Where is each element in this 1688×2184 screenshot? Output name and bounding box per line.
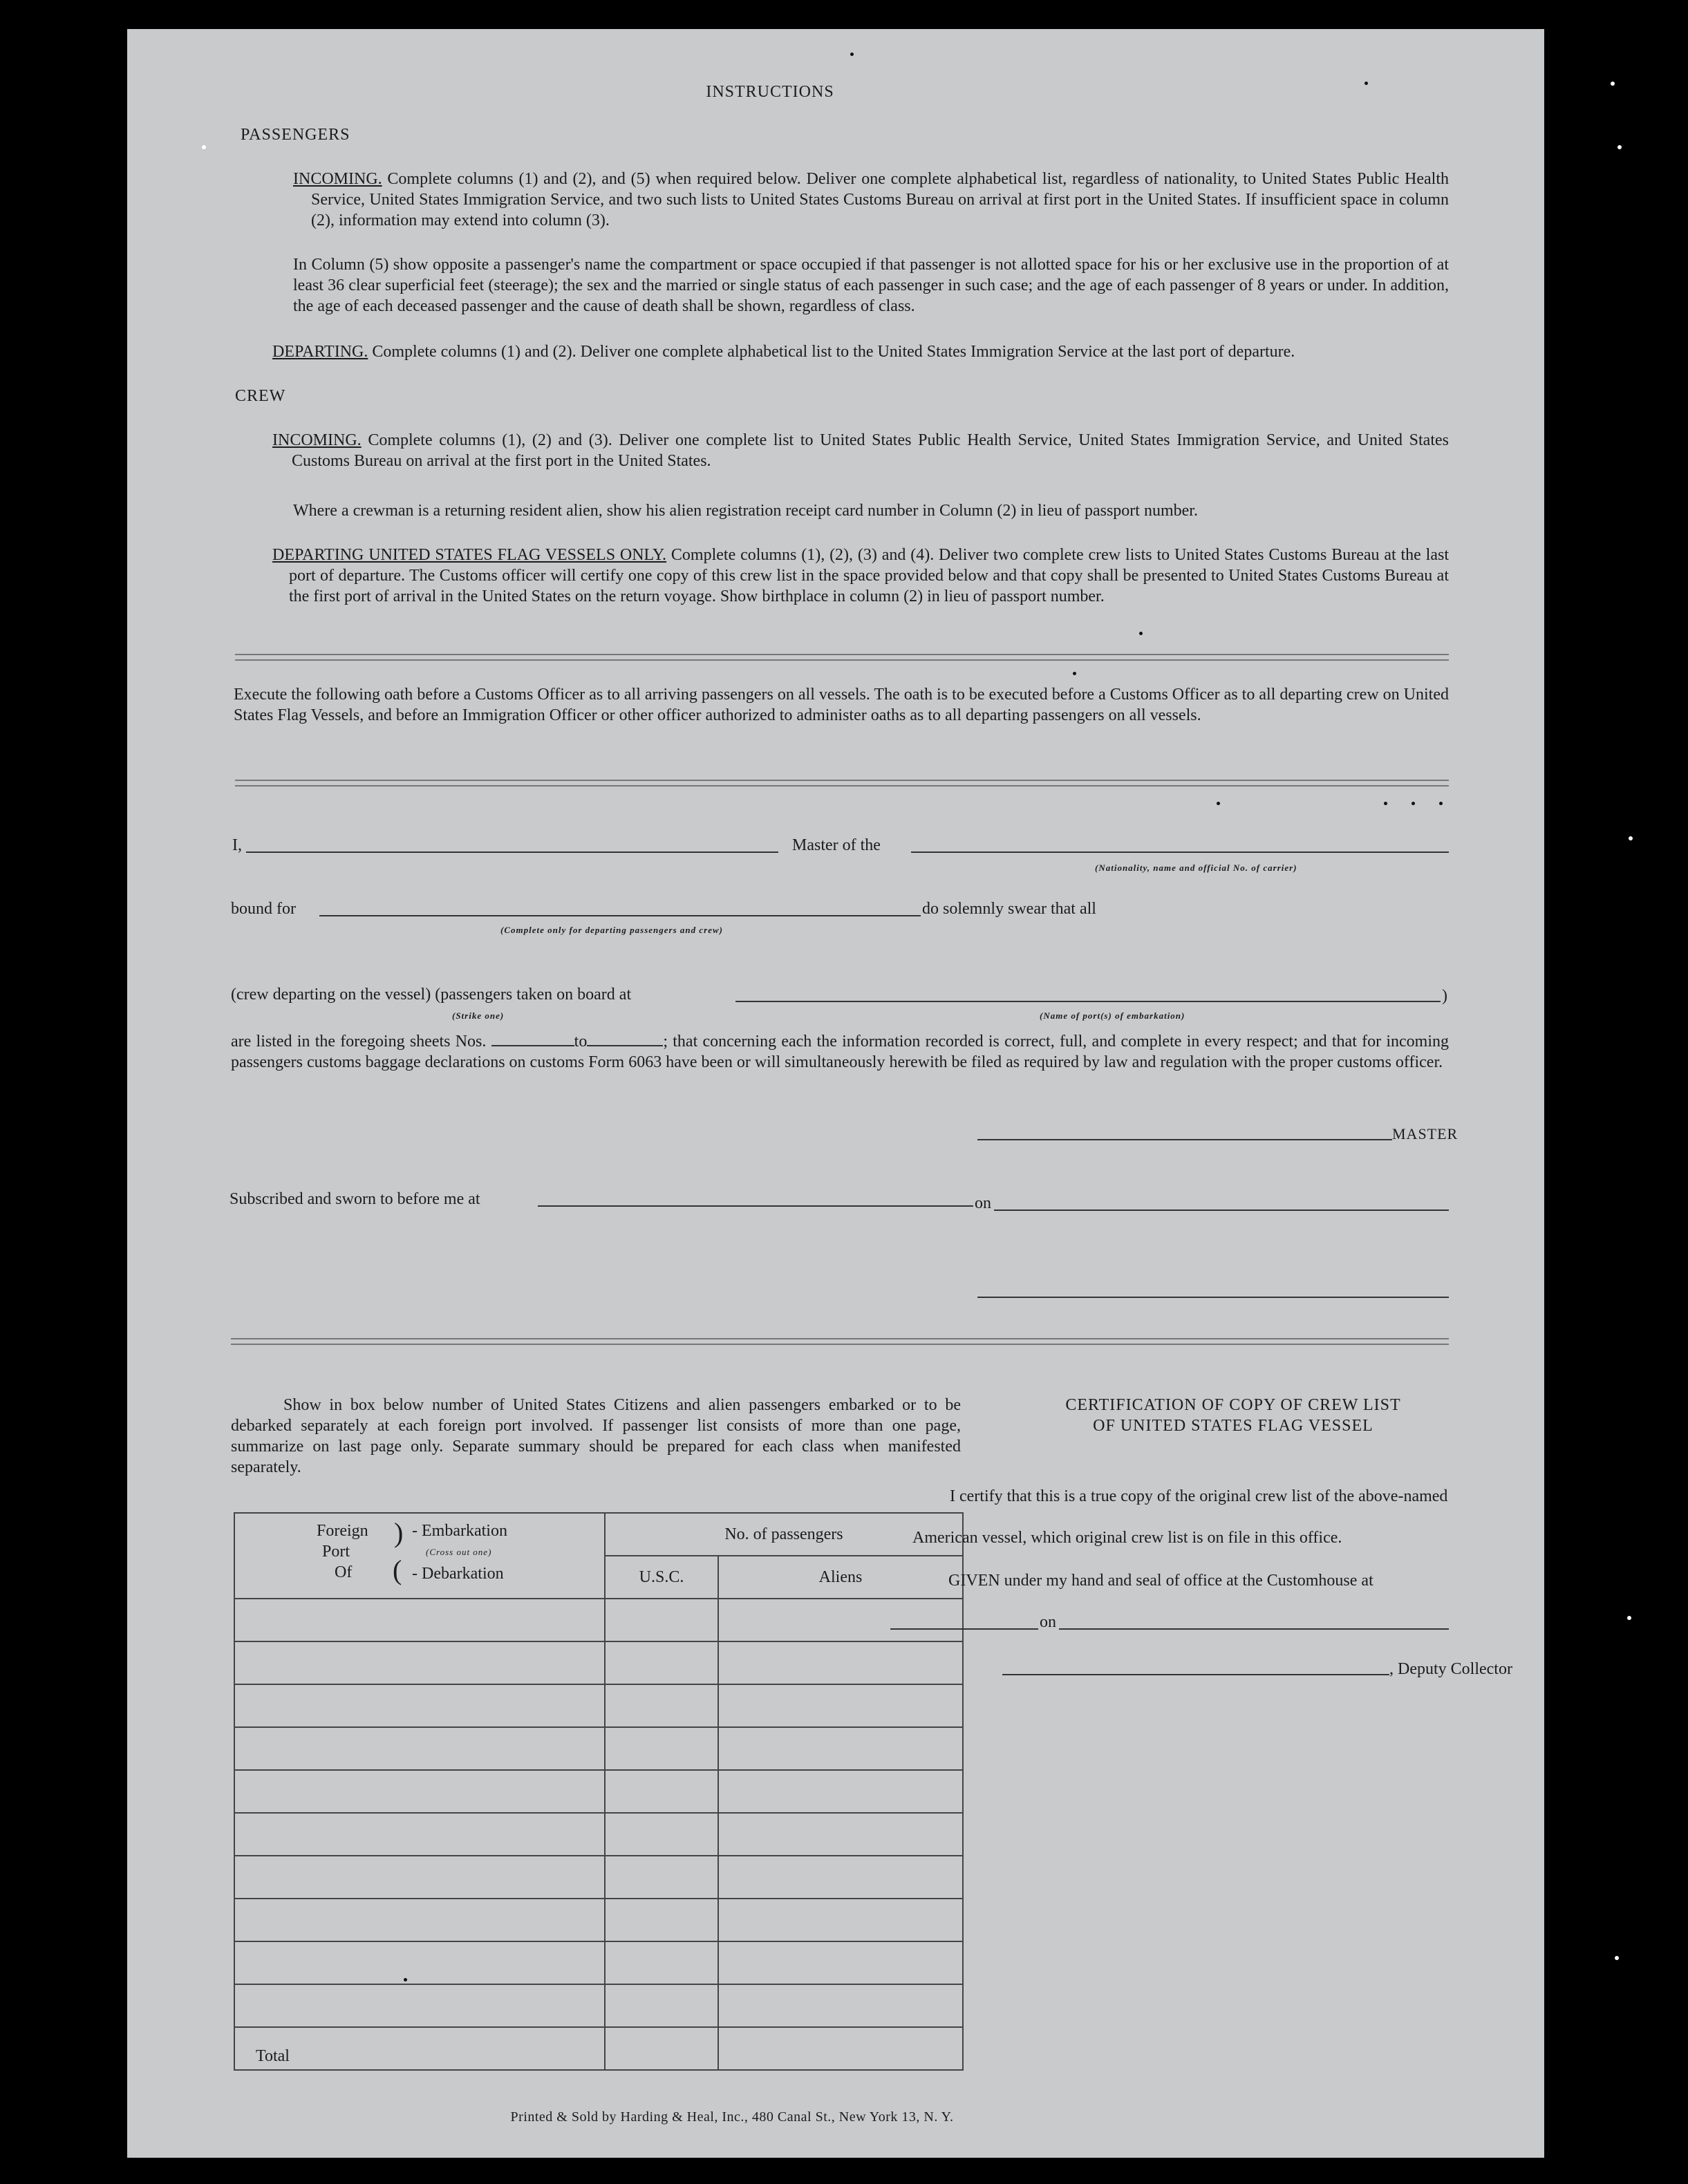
certification-date-field[interactable] [1059, 1628, 1449, 1630]
scan-speck [850, 53, 854, 56]
scan-speck [1439, 802, 1443, 805]
passengers-incoming-label: INCOMING. [293, 170, 382, 188]
scan-speck [1217, 802, 1220, 805]
sworn-date-field[interactable] [994, 1209, 1449, 1211]
sheet-from-field[interactable] [491, 1030, 574, 1046]
certify-text: I certify that this is a true copy of the original crew list of the above-named [950, 1487, 1448, 1505]
aliens-cell[interactable] [718, 1727, 963, 1770]
port-label: Port [322, 1543, 350, 1561]
crew-heading: CREW [235, 387, 286, 405]
sworn-on-label: on [975, 1194, 991, 1212]
port-cell[interactable] [234, 1899, 605, 1941]
usc-cell[interactable] [605, 1641, 718, 1684]
subscribed-label: Subscribed and sworn to before me at [229, 1190, 480, 1208]
form-page [127, 29, 1544, 2158]
crew-incoming-label: INCOMING. [272, 431, 362, 449]
printer-footer: Printed & Sold by Harding & Heal, Inc., 480 Canal St., New York 13, N. Y. [510, 2109, 954, 2125]
divider [235, 654, 1449, 661]
foreign-port-header [234, 1513, 605, 1599]
aliens-cell[interactable] [718, 1641, 963, 1684]
summary-instructions: Show in box below number of United States Citizens and alien passengers embarked or to be debarked separately at each foreign port involved. If passenger list consists of more than one page, summarize on last page only. Separate summary should be prepared for each class when manifested separately. [231, 1396, 961, 1476]
scan-speck [1412, 802, 1415, 805]
passenger-summary-table [234, 1512, 964, 2071]
deputy-collector-label: , Deputy Collector [1389, 1660, 1512, 1678]
usc-cell[interactable] [605, 1727, 718, 1770]
passengers-column5-paragraph: In Column (5) show opposite a passenger's name the compartment or space occupied if that passenger is not allotted space for his or her exclusive use in the proportion of at least 36 clear superficial feet (steerage); the sex and the married or single status of each passenger in such case; and the age of each passenger of 8 years or under. In addition, the age of each deceased passenger and the cause of death shall be shown, regardless of class. [293, 256, 1449, 315]
bound-for-label: bound for [231, 900, 296, 918]
total-label: Total [234, 2027, 605, 2070]
aliens-total-cell[interactable] [718, 2027, 963, 2070]
swear-label: do solemnly swear that all [922, 900, 1096, 918]
close-paren: ) [1442, 987, 1447, 1005]
certification-title-line2: OF UNITED STATES FLAG VESSEL [1093, 1417, 1373, 1435]
brace-bottom-icon: ( [393, 1554, 402, 1585]
scan-speck [404, 1978, 407, 1981]
customhouse-field[interactable] [890, 1628, 1038, 1630]
scan-speck [1615, 1956, 1619, 1960]
bound-for-caption: (Complete only for departing passengers and crew) [500, 925, 723, 935]
scan-speck [1139, 632, 1143, 635]
aliens-cell[interactable] [718, 1984, 963, 2027]
scan-speck [1627, 1616, 1631, 1620]
page-title: INSTRUCTIONS [706, 83, 834, 101]
scan-speck [1617, 145, 1622, 149]
certification-on-label: on [1040, 1613, 1056, 1631]
crew-incoming-paragraph [272, 430, 1449, 471]
scan-speck [1384, 802, 1387, 805]
port-cell[interactable] [234, 1599, 605, 1641]
officer-signature-field[interactable] [977, 1297, 1449, 1298]
sheet-to-field[interactable] [587, 1030, 663, 1046]
of-label: Of [335, 1563, 353, 1581]
certification-title-line1: CERTIFICATION OF COPY OF CREW LIST [1065, 1396, 1401, 1414]
aliens-cell[interactable] [718, 1770, 963, 1813]
aliens-header: Aliens [718, 1556, 963, 1599]
passengers-heading: PASSENGERS [241, 126, 350, 144]
embarkation-port-field[interactable] [735, 1001, 1441, 1002]
scan-speck [202, 145, 206, 149]
no-passengers-header: No. of passengers [605, 1513, 963, 1556]
usc-cell[interactable] [605, 1599, 718, 1641]
listed-prefix: are listed in the foregoing sheets Nos. [231, 1033, 487, 1051]
aliens-cell[interactable] [718, 1599, 963, 1641]
crew-resident-paragraph: Where a crewman is a returning resident alien, show his alien registration receipt card number in Column (2) in lieu of passport number. [293, 502, 1198, 520]
listed-text: ; that concerning each the information recorded is correct, full, and complete in every respect; and that for incoming passengers customs baggage declarations on customs Form 6063 have been or will simultaneously herewith be filed as required by law and regulation with the proper customs officer. [231, 1033, 1450, 1071]
crew-incoming-text: Complete columns (1), (2) and (3). Deliver one complete list to United States Public Health Service, United States Immigration Service, and United States Customs Bureau on arrival at the first port in the United States. [292, 431, 1449, 470]
master-signature-field[interactable] [977, 1139, 1392, 1140]
scan-speck [1629, 836, 1633, 840]
to-label: to [574, 1033, 588, 1051]
deputy-collector-signature-field[interactable] [1002, 1674, 1389, 1675]
master-of-label: Master of the [792, 836, 881, 854]
passengers-incoming-paragraph [293, 169, 1449, 231]
master-label: MASTER [1392, 1125, 1459, 1142]
usc-cell[interactable] [605, 1941, 718, 1984]
oath-i-label: I, [232, 836, 242, 854]
scan-speck [1365, 82, 1368, 85]
port-cell[interactable] [234, 1813, 605, 1856]
usc-total-cell[interactable] [605, 2027, 718, 2070]
master-name-field[interactable] [246, 851, 778, 853]
passengers-departing-text: Complete columns (1) and (2). Deliver one complete alphabetical list to the United States Immigration Service at the last port of departure. [372, 343, 1295, 361]
sworn-place-field[interactable] [538, 1205, 973, 1207]
divider [231, 1338, 1449, 1345]
aliens-cell[interactable] [718, 1941, 963, 1984]
usc-cell[interactable] [605, 1899, 718, 1941]
port-cell[interactable] [234, 1770, 605, 1813]
passengers-departing-paragraph [272, 341, 1449, 362]
carrier-field[interactable] [911, 851, 1449, 853]
usc-cell[interactable] [605, 1684, 718, 1727]
crew-departing-label: DEPARTING UNITED STATES FLAG VESSELS ONLY. [272, 546, 667, 564]
port-cell[interactable] [234, 1641, 605, 1684]
usc-cell[interactable] [605, 1984, 718, 2027]
given-text: GIVEN under my hand and seal of office at the Customhouse at [948, 1572, 1373, 1590]
scan-speck [1073, 672, 1076, 675]
strike-one-caption: (Strike one) [452, 1010, 505, 1021]
crew-departing-text: Complete columns (1), (2), (3) and (4). Deliver two complete crew lists to United States Customs Bureau at the last port of departure. The Customs officer will certify one copy of this crew list in the space provided below and that copy shall be presented to United States Customs Bureau at the first port of arrival in the United States on the return voyage. Show birthplace in column (2) in lieu of passport number. [289, 546, 1449, 605]
aliens-cell[interactable] [718, 1813, 963, 1856]
embarkation-label: - Embarkation [412, 1522, 507, 1540]
crew-departing-paragraph [272, 545, 1449, 607]
port-cell[interactable] [234, 1941, 605, 1984]
aliens-cell[interactable] [718, 1899, 963, 1941]
usc-cell[interactable] [605, 1856, 718, 1899]
cross-out-caption: (Cross out one) [426, 1547, 492, 1557]
carrier-caption: (Nationality, name and official No. of carrier) [1095, 863, 1297, 873]
embarkation-caption: (Name of port(s) of embarkation) [1040, 1010, 1185, 1021]
bound-for-field[interactable] [319, 915, 921, 916]
crew-passengers-label: (crew departing on the vessel) (passengers taken on board at [231, 986, 632, 1004]
listed-paragraph [231, 1030, 1449, 1073]
foreign-label: Foreign [317, 1522, 368, 1540]
scan-speck [1611, 82, 1615, 86]
passengers-incoming-text: Complete columns (1) and (2), and (5) when required below. Deliver one complete alphabetical list, regardless of nationality, to United States Public Health Service, United States Immigration Service, and two such lists to United States Customs Bureau on arrival at first port in the United States. If insufficient space in column (2), information may extend into column (3). [311, 170, 1449, 229]
oath-intro-paragraph: Execute the following oath before a Customs Officer as to all arriving passengers on all vessels. The oath is to be executed before a Customs Officer as to all departing crew on United States Flag Vessels, and before an Immigration Officer or other officer authorized to administer oaths as to all departing passengers on all vessels. [234, 686, 1449, 724]
aliens-cell[interactable] [718, 1684, 963, 1727]
aliens-cell[interactable] [718, 1856, 963, 1899]
port-cell[interactable] [234, 1727, 605, 1770]
port-cell[interactable] [234, 1856, 605, 1899]
brace-top-icon: ) [394, 1517, 404, 1548]
port-cell[interactable] [234, 1984, 605, 2027]
debarkation-label: - Debarkation [412, 1565, 504, 1583]
port-cell[interactable] [234, 1684, 605, 1727]
usc-header: U.S.C. [605, 1556, 718, 1599]
passengers-departing-label: DEPARTING. [272, 343, 368, 361]
usc-cell[interactable] [605, 1770, 718, 1813]
divider [235, 780, 1449, 787]
usc-cell[interactable] [605, 1813, 718, 1856]
vessel-text: American vessel, which original crew list is on file in this office. [912, 1529, 1342, 1547]
